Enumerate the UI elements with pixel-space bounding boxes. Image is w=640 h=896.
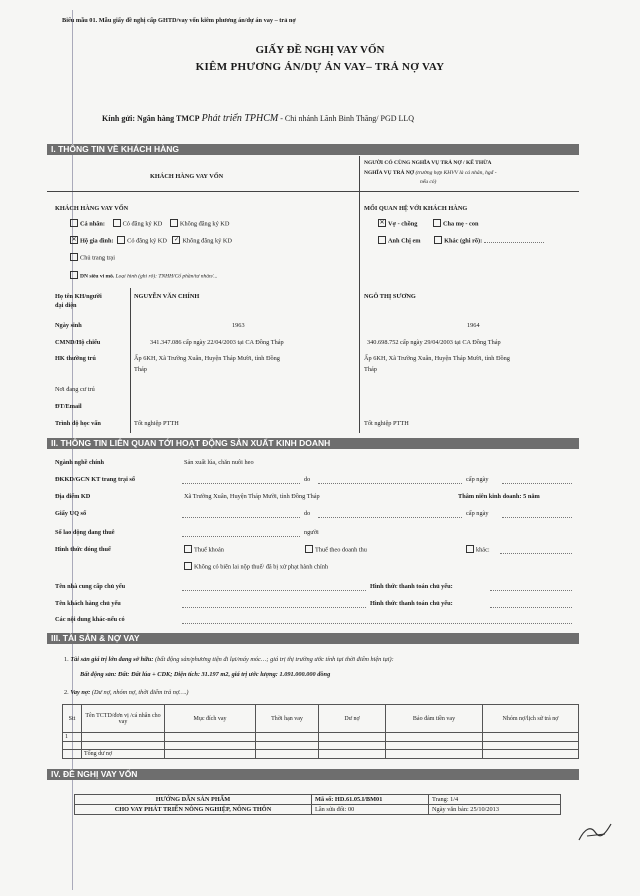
col-right-head-2 (364, 170, 497, 176)
table-cell (256, 750, 319, 759)
row-relation-1 (378, 220, 478, 228)
borrower-address-1: Ấp 6KH, Xã Trường Xuân, Huyện Tháp Mười, tỉnh Đồng (134, 355, 280, 362)
assets-note: (bất động sản/phương tiện đi lại/máy móc…; giá trị thị trường ước tính tại thời điểm hiện tại): (155, 656, 394, 663)
khac-relation-label: Khác (ghi rõ): (444, 237, 483, 245)
dkkd-dots (182, 483, 300, 484)
dn-sieu-vi-mo-checkbox[interactable] (70, 271, 78, 279)
giay-uq-dots (182, 517, 300, 518)
th-bao-dam: Bảo đảm tiền vay (386, 705, 483, 733)
noi-dung-khac-label: Các nội dung khác-nếu có (55, 616, 125, 623)
thanh-toan-dots-2 (490, 607, 572, 608)
vo-chong-label: Vợ - chồng (388, 220, 418, 228)
noi-cu-tru-label: Nơi đang cư trú (55, 386, 95, 393)
borrower-education: Tốt nghiệp PTTH (134, 420, 179, 427)
ho-gia-dinh-label: Hộ gia đình: (80, 237, 114, 245)
dkkd-cap-ngay-dots (502, 483, 572, 484)
cmnd-label: CMND/Hộ chiếu (55, 339, 101, 346)
borrower-birth: 1963 (232, 322, 245, 329)
table-cell (165, 742, 256, 750)
section-4-bar (47, 769, 579, 780)
nganh-nghe-value: Sản xuất lúa, chăn nuôi heo (184, 459, 254, 466)
dkkd-do-dots (318, 483, 462, 484)
so-lao-dong-label: Số lao động đang thuê (55, 529, 115, 536)
giay-uq-label: Giấy UQ số (55, 510, 87, 517)
ho-ten-label-1: Họ tên KH/người (55, 293, 102, 300)
row-dn-sieu-vi-mo (70, 272, 217, 280)
co-borrower-address-1: Ấp 6KH, Xã Trường Xuân, Huyện Tháp Mười, tỉnh Đồng (364, 355, 510, 362)
chu-trang-trai-label: Chủ trang trại (80, 254, 115, 262)
ho-ten-label-2: đại diện (55, 302, 77, 309)
table-cell (256, 742, 319, 750)
dia-diem-label: Địa điểm KD (55, 493, 91, 500)
table-cell (386, 750, 483, 759)
nha-cung-cap-label: Tên nhà cung cấp chủ yếu (55, 583, 126, 590)
column-divider (359, 156, 360, 433)
form-code: Biểu mẫu 01. Mẫu giấy đề nghị cấp GHTD/vay vốn kiêm phương án/dự án vay – trả nợ (62, 17, 296, 24)
kinh-gui-name: Phát triển TPHCM (201, 113, 279, 124)
khach-hang-dots (182, 607, 366, 608)
table-row (63, 733, 579, 742)
table-cell (165, 733, 256, 742)
noi-dung-khac-dots (182, 623, 572, 624)
thue-khac-dots (500, 553, 572, 554)
table-cell (256, 733, 319, 742)
ca-nhan-checkbox[interactable] (70, 219, 78, 227)
khach-hang-label: Tên khách hàng chủ yếu (55, 600, 121, 607)
so-lao-dong-dots (182, 536, 300, 537)
total-row (63, 750, 579, 759)
footer-lan-sua-doi: Lần sửa đổi: 00 (312, 805, 429, 815)
kinh-gui-branch: - Chi nhánh Lãnh Binh Thăng/ PGD LLQ (280, 114, 415, 123)
ho-gia-dinh-checkbox[interactable]: ✕ (71, 236, 77, 243)
table-cell (483, 750, 579, 759)
thue-khoan-option (184, 546, 224, 554)
vay-no-note: (Dư nợ, nhóm nợ, thời điểm trả nợ….) (91, 689, 189, 696)
thue-doanh-thu-checkbox[interactable] (305, 545, 313, 553)
anh-chi-em-label: Anh Chị em (388, 237, 421, 245)
row-relation-2 (378, 237, 544, 245)
title-line-2: KIÊM PHƯƠNG ÁN/DỰ ÁN VAY– TRẢ NỢ VAY (195, 61, 445, 73)
table-cell (165, 750, 256, 759)
table-cell (319, 750, 386, 759)
table-cell (319, 733, 386, 742)
col-right-head-note-1: (trường hợp KHVV là cá nhân, hgđ - (415, 170, 497, 176)
footer-ngay-van-ban: Ngày văn bản: 25/10/2013 (429, 805, 561, 815)
borrower-name: NGUYỄN VĂN CHÍNH (134, 293, 200, 300)
thue-khac-checkbox[interactable] (466, 545, 474, 553)
trinh-do-label: Trình độ học vấn (55, 420, 101, 427)
dt-email-label: ĐT/Email (55, 403, 82, 410)
vay-no-prefix: 2. (64, 689, 69, 696)
khong-bien-lai-label: Không có biên lai nộp thuế/ đã bị xử phạt hành chính (194, 563, 329, 571)
hgd-khong-dk-checkbox[interactable]: ✓ (173, 236, 179, 243)
th-ten-tctd: Tên TCTD/đơn vị /cá nhân cho vay (82, 705, 165, 733)
assets-title: Tài sản giá trị lớn đang sở hữu: (70, 656, 154, 663)
kinh-gui-label: Kính gửi: (102, 114, 136, 123)
bds-line (80, 671, 330, 678)
section-1-bar (47, 144, 579, 155)
signature-mark (575, 818, 615, 848)
hinh-thuc-label: Hình thức đóng thuế (55, 546, 111, 553)
ca-nhan-co-dk-label: Có đăng ký KD (122, 220, 163, 228)
kinh-gui (102, 113, 414, 124)
dkkd-label: ĐKKD/GCN KT trang trại số (55, 476, 135, 483)
khac-relation-dots (484, 242, 544, 243)
section-4-title: IV. ĐỀ NGHỊ VAY VỐN (51, 769, 138, 779)
ca-nhan-khong-dk-checkbox[interactable] (170, 219, 178, 227)
bds-label: Bất động sản: (80, 671, 117, 678)
giay-uq-cap-ngay-dots (502, 517, 572, 518)
cha-me-con-checkbox[interactable] (433, 219, 441, 227)
table-cell (319, 742, 386, 750)
thue-khoan-label: Thuế khoán (194, 546, 224, 554)
co-borrower-education: Tốt nghiệp PTTH (364, 420, 409, 427)
hgd-khong-dk-label: Không đăng ký KD (182, 237, 232, 245)
col-right-head-note-2: nếu có) (420, 179, 437, 185)
footer-trang: Trang: 1/4 (429, 795, 561, 805)
borrower-address-2: Tháp (134, 366, 147, 373)
cha-me-con-label: Cha mẹ - con (442, 220, 479, 228)
hgd-co-dk-label: Có đăng ký KD (127, 237, 167, 245)
vay-no-title: Vay nợ: (70, 689, 91, 696)
th-thoi-han: Thời hạn vay (256, 705, 319, 733)
thue-doanh-thu-label: Thuế theo doanh thu (315, 546, 367, 554)
table-cell (63, 750, 82, 759)
table-cell (386, 742, 483, 750)
dkkd-do: do (304, 476, 311, 483)
ca-nhan-khong-dk-label: Không đăng ký KD (179, 220, 230, 228)
section-2-title: II. THÔNG TIN LIÊN QUAN TỚI HOẠT ĐỘNG SẢN XUẤT KINH DOANH (51, 438, 331, 448)
debt-table (62, 704, 579, 759)
thue-khac-option (466, 546, 490, 554)
table-cell (63, 742, 82, 750)
chu-trang-trai-checkbox[interactable] (70, 253, 78, 261)
khong-bien-lai-option (184, 563, 328, 571)
anh-chi-em-checkbox[interactable] (378, 236, 386, 244)
thanh-toan-dots-1 (490, 590, 572, 591)
dia-diem-value: Xã Trường Xuân, Huyện Tháp Mười, tỉnh Đồng Tháp (184, 493, 320, 500)
giay-uq-cap-ngay: cấp ngày (466, 510, 489, 517)
hk-label: HK thường trú (55, 355, 96, 362)
row-chu-trang-trai (70, 254, 115, 262)
footer-table (74, 794, 561, 815)
dkkd-cap-ngay: cấp ngày (466, 476, 489, 483)
footer-ma-so: Mã số: HD.61.05.I/BM01 (312, 795, 429, 805)
tham-nien: Thâm niên kinh doanh: 5 năm (458, 493, 540, 500)
loai-hinh-label: Loại hình (ghi rõ): TNHH/Cổ phần/tư nhân/... (115, 273, 218, 280)
co-borrower-address-2: Tháp (364, 366, 377, 373)
section-3-title: III. TÀI SẢN & NỢ VAY (51, 633, 140, 643)
table-cell (483, 733, 579, 742)
footer-product: CHO VAY PHÁT TRIỂN NÔNG NGHIỆP, NÔNG THÔN (75, 805, 312, 815)
nganh-nghe-label: Ngành nghề chính (55, 459, 104, 466)
row-ca-nhan (70, 220, 229, 228)
borrower-id: 341.347.086 cấp ngày 22/04/2003 tại CA Đồng Tháp (150, 339, 284, 346)
total-label: Tổng dư nợ (82, 750, 165, 759)
table-row (63, 742, 579, 750)
th-muc-dich: Mục đích vay (165, 705, 256, 733)
th-du-no: Dư nợ (319, 705, 386, 733)
thue-doanh-thu-option (305, 546, 367, 554)
so-lao-dong-nguoi: người (304, 529, 319, 536)
th-nhom-no: Nhóm nợ/lịch sử trả nợ (483, 705, 579, 733)
col-right-head-2-text: NGHĨA VỤ TRẢ NỢ (364, 170, 415, 176)
debt-table-header (63, 705, 579, 733)
giay-uq-do: do (304, 510, 311, 517)
khac-relation-checkbox[interactable] (434, 236, 442, 244)
table-cell (386, 733, 483, 742)
nha-cung-cap-dots (182, 590, 366, 591)
label-divider (130, 288, 131, 433)
row-ho-gia-dinh (70, 237, 232, 245)
giay-uq-do-dots (318, 517, 462, 518)
co-borrower-id: 340.698.752 cấp ngày 29/04/2003 tại CA Đồng Tháp (367, 339, 501, 346)
thue-khoan-checkbox[interactable] (184, 545, 192, 553)
section-1-title: I. THÔNG TIN VỀ KHÁCH HÀNG (51, 144, 179, 154)
bds-value: Đất: Đất lúa + CDK; Diện tích: 31.197 m2, giá trị ước lượng: 1.091.000.000 đồng (117, 671, 331, 678)
ca-nhan-co-dk-checkbox[interactable] (113, 219, 121, 227)
table-cell (82, 742, 165, 750)
col-right-head-1: NGƯỜI CÓ CÙNG NGHĨA VỤ TRẢ NỢ / KẾ THỪA (364, 160, 492, 166)
assets-heading (64, 656, 394, 663)
vay-no-heading (64, 689, 189, 696)
ca-nhan-label: Cá nhân: (80, 220, 106, 228)
relation-label: MỐI QUAN HỆ VỚI KHÁCH HÀNG (364, 205, 468, 212)
dn-sieu-vi-mo-label: DN siêu vi mô. (80, 273, 115, 280)
table-cell (483, 742, 579, 750)
section-1-head-line (47, 191, 579, 192)
assets-prefix: 1. (64, 656, 69, 663)
col-left-head: KHÁCH HÀNG VAY VỐN (150, 173, 224, 180)
co-borrower-birth: 1964 (467, 322, 480, 329)
footer-guide: HƯỚNG DẪN SẢN PHẨM (75, 795, 312, 805)
khong-bien-lai-checkbox[interactable] (184, 562, 192, 570)
hgd-co-dk-checkbox[interactable] (117, 236, 125, 244)
kinh-gui-bank: Ngân hàng TMCP (137, 114, 200, 123)
section-2-bar (47, 438, 579, 449)
thanh-toan-label-2: Hình thức thanh toán chủ yếu: (370, 600, 453, 607)
co-borrower-name: NGÔ THỊ SƯƠNG (364, 293, 416, 300)
th-stt: Stt (63, 705, 82, 733)
table-cell (82, 733, 165, 742)
khvv-label: KHÁCH HÀNG VAY VỐN (55, 205, 129, 212)
vo-chong-checkbox[interactable]: ✕ (379, 219, 385, 226)
section-3-bar (47, 633, 579, 644)
thanh-toan-label-1: Hình thức thanh toán chủ yếu: (370, 583, 453, 590)
thue-khac-label: khác: (476, 546, 490, 554)
row-1-stt: 1 (63, 733, 82, 742)
title-line-1: GIẤY ĐỀ NGHỊ VAY VỐN (255, 44, 385, 56)
ngay-sinh-label: Ngày sinh (55, 322, 82, 329)
